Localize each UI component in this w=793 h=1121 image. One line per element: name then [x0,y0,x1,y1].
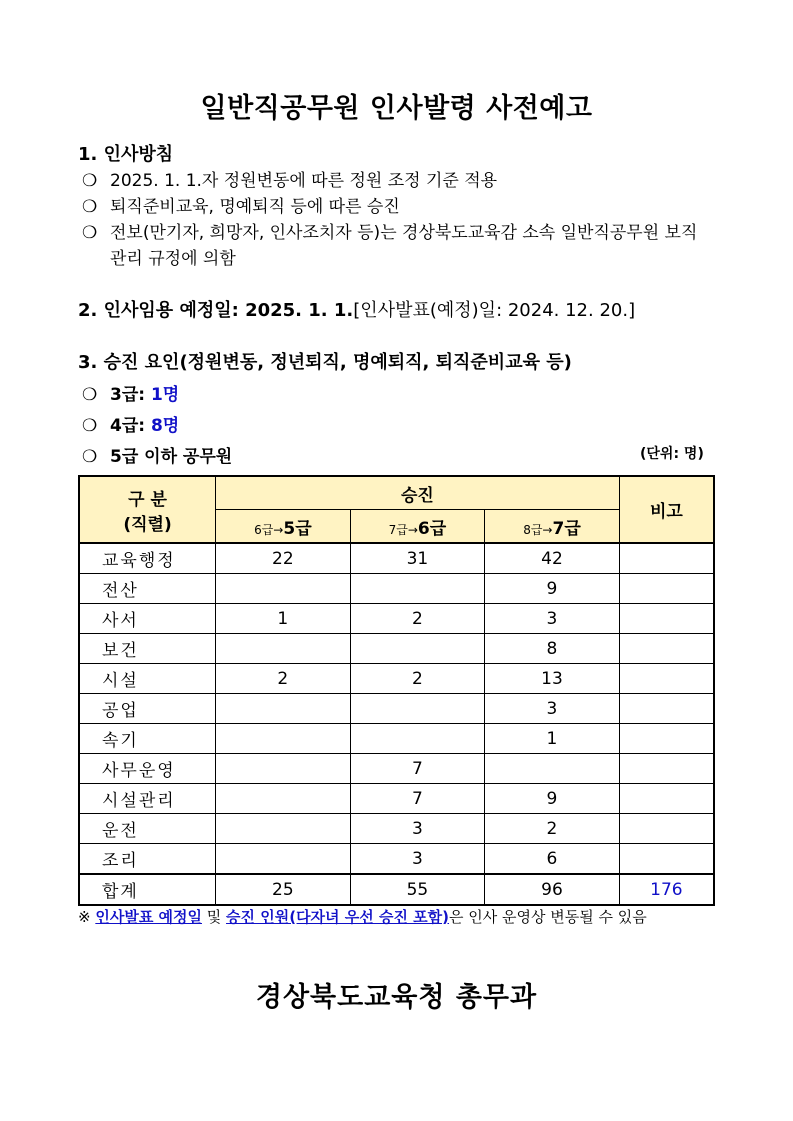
table-row [79,814,714,844]
count-cell [350,694,485,724]
circle-bullet-icon: ❍ [82,385,98,405]
count-cell: 31 [350,543,485,574]
row-label: 사무운영 [79,754,216,784]
subheader-from: 6급→ [254,522,284,537]
header-category-sub: (직렬) [123,514,172,535]
count-cell [216,724,351,754]
section1-item-text: 퇴직준비교육, 명예퇴직 등에 따른 승진 [110,197,400,217]
table-row [79,664,714,694]
row-label: 사서 [79,604,216,634]
table-row [79,784,714,814]
section3-item-label: 5급 이하 공무원 [110,447,233,467]
note-text: 및 [202,908,227,926]
count-cell: 96 [485,874,620,905]
table-row [79,574,714,604]
table-row [79,634,714,664]
section3-item-label: 4급: [110,416,151,436]
count-cell [216,574,351,604]
note-highlight-date: 인사발표 예정일 [95,908,202,926]
total-row [79,874,714,905]
subheader-grade [350,510,485,544]
header-category-label: 구 분 [128,489,167,510]
table-row [79,844,714,875]
row-label: 교육행정 [79,543,216,574]
count-cell [216,754,351,784]
count-cell: 2 [350,664,485,694]
count-cell [350,634,485,664]
note-cell [619,543,714,574]
section1-item-1 [82,166,497,191]
count-cell: 2 [350,604,485,634]
note-cell: 176 [619,874,714,905]
section1-item-3-cont: 관리 규정에 의함 [110,249,236,269]
count-cell: 2 [485,814,620,844]
count-cell: 9 [485,574,620,604]
row-label: 속기 [79,724,216,754]
note-cell [619,634,714,664]
count-cell [350,574,485,604]
note-mark: ※ [78,908,96,926]
row-label: 조리 [79,844,216,875]
section3-item-1 [82,380,179,405]
section1-item-text: 2025. 1. 1.자 정원변동에 따른 정원 조정 기준 적용 [110,171,498,191]
header-note: 비고 [619,476,714,543]
section3-heading: 3. 승진 요인(정원변동, 정년퇴직, 명예퇴직, 퇴직준비교육 등) [78,352,572,373]
note-text: 은 인사 운영상 변동될 수 있음 [449,908,647,926]
section3-item-3 [82,442,232,467]
footnote [78,906,647,927]
count-cell: 55 [350,874,485,905]
section2-sub: [인사발표(예정)일: 2024. 12. 20.] [353,300,636,321]
circle-bullet-icon: ❍ [82,197,98,217]
header-category [79,476,216,543]
section1-item-text: 전보(만기자, 희망자, 인사조치자 등)는 경상북도교육감 소속 일반직공무원 보직 [110,223,698,243]
count-cell: 13 [485,664,620,694]
section2-heading-text: 2. 인사임용 예정일: 2025. 1. 1. [78,300,354,321]
table-row [79,694,714,724]
subheader-from: 7급→ [388,522,418,537]
row-label: 시설 [79,664,216,694]
circle-bullet-icon: ❍ [82,447,98,467]
count-cell [216,814,351,844]
unit-label: (단위: 명) [640,446,704,462]
table-row [79,754,714,784]
section3-item-label: 3급: [110,385,151,405]
row-label: 합계 [79,874,216,905]
count-cell: 1 [485,724,620,754]
table-row [79,604,714,634]
count-cell: 3 [485,604,620,634]
row-label: 공업 [79,694,216,724]
subheader-to: 5급 [283,518,312,539]
promotion-table [78,475,715,906]
header-promotion: 승진 [216,476,620,510]
subheader-grade [485,510,620,544]
note-cell [619,664,714,694]
note-cell [619,814,714,844]
note-highlight-count: 승진 인원(다자녀 우선 승진 포함) [226,908,450,926]
section1-item-2 [82,192,400,217]
section3-item-value: 8명 [150,416,180,436]
count-cell [216,784,351,814]
note-cell [619,844,714,875]
note-cell [619,724,714,754]
count-cell [485,754,620,784]
section3-item-value: 1명 [150,385,180,405]
count-cell: 9 [485,784,620,814]
table-row [79,724,714,754]
row-label: 운전 [79,814,216,844]
count-cell: 7 [350,784,485,814]
footer-org: 경상북도교육청 총무과 [255,982,538,1013]
note-cell [619,604,714,634]
section3-item-2 [82,411,179,436]
count-cell [350,724,485,754]
subheader-from: 8급→ [523,522,553,537]
row-label: 시설관리 [79,784,216,814]
subheader-to: 6급 [417,518,447,539]
section2-heading [78,296,635,322]
table-row [79,543,714,574]
page-title: 일반직공무원 인사발령 사전예고 [200,93,593,124]
row-label: 전산 [79,574,216,604]
count-cell [216,844,351,875]
note-cell [619,784,714,814]
count-cell: 7 [350,754,485,784]
section1-item-3 [82,218,697,243]
count-cell: 8 [485,634,620,664]
count-cell: 3 [350,844,485,875]
count-cell: 2 [216,664,351,694]
section1-heading: 1. 인사방침 [78,144,174,165]
count-cell [216,694,351,724]
count-cell [216,634,351,664]
note-cell [619,574,714,604]
count-cell: 25 [216,874,351,905]
circle-bullet-icon: ❍ [82,416,98,436]
count-cell: 1 [216,604,351,634]
count-cell: 42 [485,543,620,574]
note-cell [619,694,714,724]
circle-bullet-icon: ❍ [82,223,98,243]
row-label: 보건 [79,634,216,664]
count-cell: 3 [350,814,485,844]
note-cell [619,754,714,784]
count-cell: 22 [216,543,351,574]
subheader-to: 7급 [552,518,581,539]
count-cell: 6 [485,844,620,875]
subheader-grade [216,510,351,544]
circle-bullet-icon: ❍ [82,171,98,191]
count-cell: 3 [485,694,620,724]
